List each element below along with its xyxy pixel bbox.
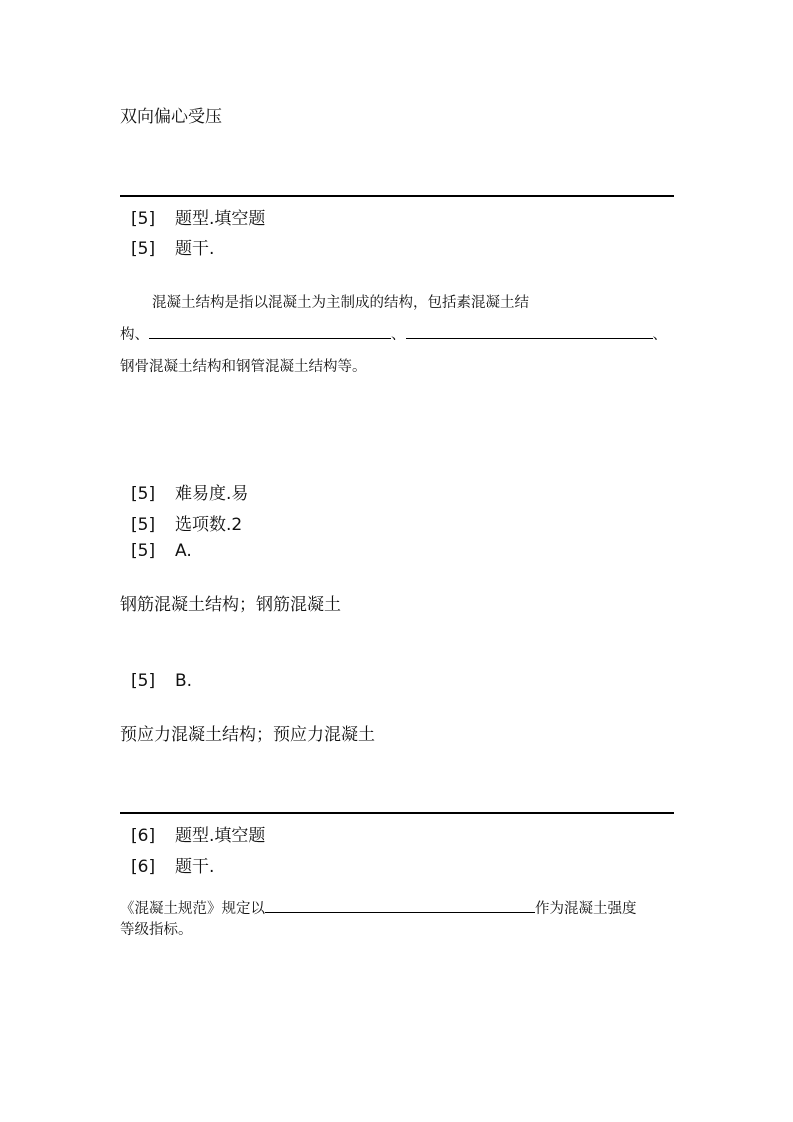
q6-type-label: 题型.填空题 — [175, 826, 266, 846]
q5-option-a-line — [131, 541, 192, 561]
q5-options-count-tag: [5] — [131, 515, 156, 535]
q5-stem-label: 题干. — [175, 239, 215, 259]
q5-option-a-text: 钢筋混凝土结构；钢筋混凝土 — [120, 595, 341, 615]
q6-blank-1[interactable] — [265, 898, 535, 913]
q5-option-a-tag: [5] — [131, 541, 156, 561]
q5-type-line — [131, 204, 265, 229]
q5-stem-text-line3: 钢骨混凝土结构和钢管混凝土结构等。 — [120, 359, 367, 375]
q6-stem-text-start: 《混凝土规范》规定以 — [120, 901, 265, 917]
q5-blank-1[interactable] — [149, 324, 391, 339]
q5-stem-text-end: 、 — [652, 327, 667, 343]
q5-stem-text-sep: 、 — [391, 327, 406, 343]
q5-options-count-label: 选项数.2 — [175, 515, 243, 535]
q6-type-line — [131, 821, 265, 846]
q5-stem-text-line1: 混凝土结构是指以混凝土为主制成的结构，包括素混凝土结 — [152, 295, 529, 311]
q5-option-b-tag: [5] — [131, 671, 156, 691]
previous-answer: 双向偏心受压 — [120, 107, 222, 127]
q6-stem-label: 题干. — [175, 857, 215, 877]
q6-stem-text-end: 作为混凝土强度 — [535, 901, 637, 917]
q5-type-label: 题型.填空题 — [175, 209, 266, 229]
q5-stem-text-line2 — [120, 323, 667, 344]
q5-difficulty-tag: [5] — [131, 484, 156, 504]
q5-option-a-label: A. — [175, 541, 192, 561]
q5-options-count-line — [131, 510, 242, 535]
question-6-divider — [120, 812, 674, 814]
q6-stem-text-line2: 等级指标。 — [120, 922, 193, 938]
q5-stem-line — [131, 234, 214, 259]
q5-type-tag: [5] — [131, 209, 156, 229]
q5-stem-text-start: 构、 — [120, 327, 149, 343]
q5-stem-tag: [5] — [131, 239, 156, 259]
q5-option-b-text: 预应力混凝土结构；预应力混凝土 — [120, 725, 375, 745]
q6-type-tag: [6] — [131, 826, 156, 846]
q6-stem-line — [131, 852, 214, 877]
q5-option-b-line — [131, 671, 192, 691]
question-5-divider — [120, 195, 674, 197]
q6-stem-tag: [6] — [131, 857, 156, 877]
q5-difficulty-line — [131, 479, 248, 504]
q5-blank-2[interactable] — [406, 324, 653, 339]
q5-difficulty-label: 难易度.易 — [175, 484, 249, 504]
q5-option-b-label: B. — [175, 671, 193, 691]
q6-stem-text-line1 — [120, 897, 637, 918]
